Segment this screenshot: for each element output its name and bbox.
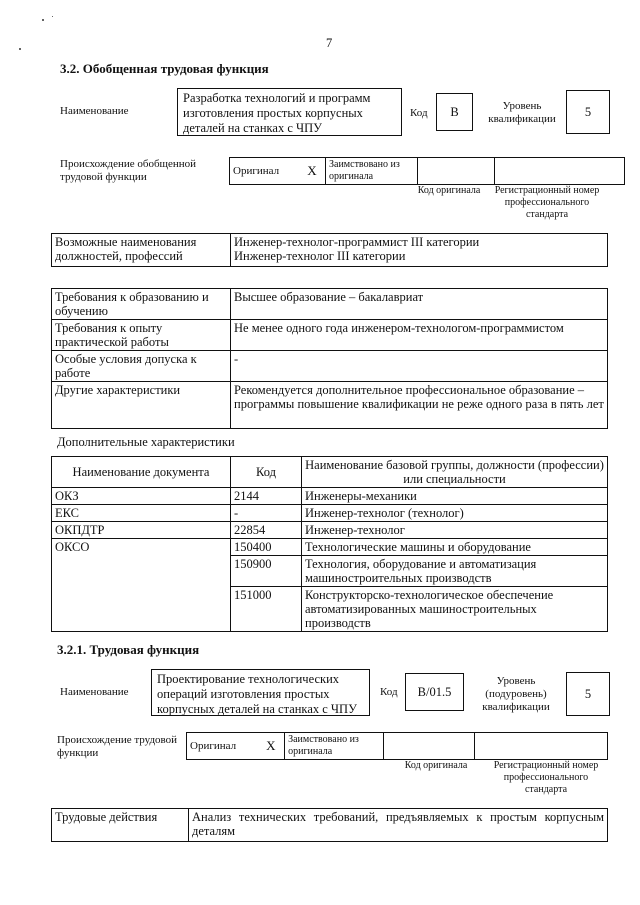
tf-name-value: Проектирование технологических операций изготовления простых корпусных деталей на станках с ЧПУ xyxy=(157,672,357,716)
scan-speck xyxy=(42,19,44,21)
gtf-level-box xyxy=(566,90,610,134)
origin1-code-original: Код оригинала xyxy=(417,185,481,196)
tf-code-label: Код xyxy=(380,686,398,698)
origin2-table xyxy=(186,732,608,760)
gtf-name-value: Разработка технологий и программ изготовления простых корпусных деталей на станках с ЧПУ xyxy=(183,91,371,135)
position-item: Инженер-технолог-программист III категории xyxy=(234,235,480,249)
tf-name-label: Наименование xyxy=(60,686,129,698)
origin1-reg-cell xyxy=(495,158,625,185)
gtf-code-value: B xyxy=(450,105,459,119)
origin1-borrowed: Заимствовано из оригинала xyxy=(326,158,418,185)
row-name: Инженер-технолог (технолог) xyxy=(302,505,608,522)
scan-speck xyxy=(19,48,21,50)
actions-value: Анализ технических требований, предъявляемых к простым корпусным деталям xyxy=(189,809,608,842)
additional-title: Дополнительные характеристики xyxy=(57,435,235,449)
gtf-level-value: 5 xyxy=(584,105,592,119)
row-code: 150900 xyxy=(231,556,302,587)
row-name: Технологические машины и оборудование xyxy=(302,539,608,556)
gtf-code-box xyxy=(436,93,473,131)
row-name: Инженер-технолог xyxy=(302,522,608,539)
table-row xyxy=(52,522,608,539)
row-doc: ОКЗ xyxy=(52,488,231,505)
req-admission-label: Особые условия допуска к работе xyxy=(52,351,231,382)
req-other-label: Другие характеристики xyxy=(52,382,231,429)
tf-code-value: B/01.5 xyxy=(417,685,452,699)
origin1-mark: X xyxy=(299,158,326,185)
req-education-label: Требования к образованию и обучению xyxy=(52,289,231,320)
positions-values-cell xyxy=(231,234,608,267)
tf-code-box xyxy=(405,673,464,711)
row-code: 151000 xyxy=(231,587,302,632)
origin2-borrowed: Заимствовано из оригинала xyxy=(285,733,384,760)
origin1-label: Происхождение обобщенной трудовой функции xyxy=(60,158,197,183)
scan-speck xyxy=(52,16,53,17)
req-experience-label: Требования к опыту практической работы xyxy=(52,320,231,351)
origin2-mark: X xyxy=(258,733,285,760)
origin2-label: Происхождение трудовой функции xyxy=(57,734,178,759)
row-code: 150400 xyxy=(231,539,302,556)
page-number: 7 xyxy=(326,36,333,50)
row-code: 2144 xyxy=(231,488,302,505)
origin2-reg-number: Регистрационный номер профессионального стандарта xyxy=(493,760,599,795)
origin1-reg-number: Регистрационный номер профессионального стандарта xyxy=(494,185,600,220)
row-doc: ОКПДТР xyxy=(52,522,231,539)
requirements-table xyxy=(51,288,608,429)
position-item: Инженер-технолог III категории xyxy=(234,249,406,263)
row-name: Инженеры-механики xyxy=(302,488,608,505)
table-row xyxy=(52,539,608,556)
subsection-title: 3.2.1. Трудовая функция xyxy=(57,642,200,657)
additional-header-code: Код xyxy=(231,457,302,488)
actions-table xyxy=(51,808,608,842)
tf-level-label: Уровень (подуровень) квалификации xyxy=(482,675,550,713)
origin2-reg-cell xyxy=(475,733,608,760)
table-row xyxy=(52,488,608,505)
origin2-code-cell xyxy=(384,733,475,760)
row-name: Конструкторско-технологическое обеспечение автоматизированных машиностроительных производств xyxy=(302,587,608,632)
gtf-code-label: Код xyxy=(410,107,428,119)
gtf-name-box xyxy=(177,88,402,136)
origin2-code-original: Код оригинала xyxy=(404,760,468,771)
row-code: - xyxy=(231,505,302,522)
origin2-original: Оригинал xyxy=(187,733,258,760)
row-code: 22854 xyxy=(231,522,302,539)
actions-label: Трудовые действия xyxy=(52,809,189,842)
gtf-name-label: Наименование xyxy=(60,105,129,117)
req-other-value: Рекомендуется дополнительное профессиональное образование – программы повышение квалификации не реже одного раза в пять лет xyxy=(231,382,608,429)
additional-header-doc: Наименование документа xyxy=(52,457,231,488)
row-doc: ЕКС xyxy=(52,505,231,522)
positions-table xyxy=(51,233,608,267)
req-admission-value: - xyxy=(231,351,608,382)
origin1-table xyxy=(229,157,625,185)
origin1-code-cell xyxy=(418,158,495,185)
additional-header-name: Наименование базовой группы, должности (профессии) или специальности xyxy=(302,457,608,488)
table-row xyxy=(52,505,608,522)
tf-level-box xyxy=(566,672,610,716)
tf-level-value: 5 xyxy=(584,687,592,701)
row-name: Технология, оборудование и автоматизация машиностроительных производств xyxy=(302,556,608,587)
gtf-level-label: Уровень квалификации xyxy=(488,100,556,125)
tf-name-box xyxy=(151,669,370,716)
origin1-original: Оригинал xyxy=(230,158,300,185)
positions-label: Возможные наименования должностей, профессий xyxy=(52,234,231,267)
section-title: 3.2. Обобщенная трудовая функция xyxy=(60,61,269,76)
row-doc: ОКСО xyxy=(52,539,231,632)
req-experience-value: Не менее одного года инженером-технологом-программистом xyxy=(231,320,608,351)
req-education-value: Высшее образование – бакалавриат xyxy=(231,289,608,320)
additional-table xyxy=(51,456,608,632)
